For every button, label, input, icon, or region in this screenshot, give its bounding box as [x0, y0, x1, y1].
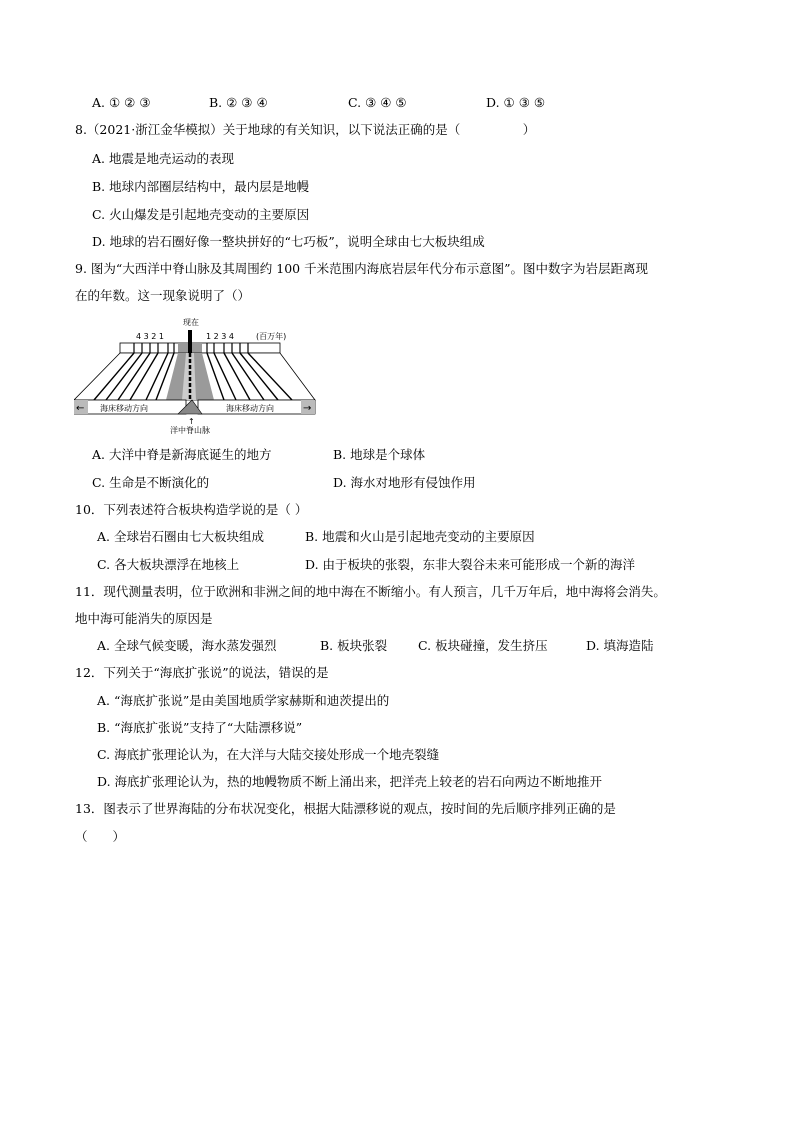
figure-left-ages: 4 3 2 1: [136, 332, 164, 341]
q7-option-d: D. ① ③ ⑤: [486, 95, 546, 110]
figure-right-ages: 1 2 3 4: [206, 332, 234, 341]
q11-option-c: C. 板块碰撞，发生挤压: [418, 638, 548, 653]
q9-option-d: D. 海水对地形有侵蚀作用: [333, 475, 476, 490]
q12-option-d: D. 海底扩张理论认为，热的地幔物质不断上涌出来，把洋壳上较老的岩石向两边不断地推开: [97, 774, 603, 789]
q9-option-b: B. 地球是个球体: [333, 447, 426, 462]
q13-blank: （ ）: [75, 829, 126, 844]
figure-now-label: 现在: [183, 318, 199, 327]
q10-option-c: C. 各大板块漂浮在地核上: [97, 557, 240, 572]
q9-stem-line1: 9. 图为“大西洋中脊山脉及其周围约 100 千米范围内海底岩层年代分布示意图”。图中数字为岩层距离现: [75, 261, 648, 276]
q8-option-c: C. 火山爆发是引起地壳变动的主要原因: [92, 207, 310, 222]
figure-left-move: 海床移动方向: [100, 404, 148, 413]
figure-right-move: 海床移动方向: [226, 404, 274, 413]
q12-option-b: B. “海底扩张说”支持了“大陆漂移说”: [97, 720, 303, 735]
q11-stem-line1: 11．现代测量表明，位于欧洲和非洲之间的地中海在不断缩小。有人预言，几千万年后，地中海将会消失。: [75, 584, 666, 599]
q7-option-c: C. ③ ④ ⑤: [348, 95, 407, 110]
q11-stem-line2: 地中海可能消失的原因是: [75, 611, 213, 626]
q10-option-a: A. 全球岩石圈由七大板块组成: [97, 529, 264, 544]
q9-option-a: A. 大洋中脊是新海底诞生的地方: [92, 447, 272, 462]
q8-option-d: D. 地球的岩石圈好像一整块拼好的“七巧板”，说明全球由七大板块组成: [92, 234, 485, 249]
q9-option-c: C. 生命是不断演化的: [92, 475, 210, 490]
q8-option-a: A. 地震是地壳运动的表现: [92, 151, 234, 166]
q10-option-b: B. 地震和火山是引起地壳变动的主要原因: [305, 529, 535, 544]
q12-option-a: A. “海底扩张说”是由美国地质学家赫斯和迪茨提出的: [97, 693, 390, 708]
right-arrow-icon: →: [303, 403, 312, 414]
q8-stem: 8.（2021·浙江金华模拟）关于地球的有关知识，以下说法正确的是（ ）: [75, 122, 536, 137]
q12-option-c: C. 海底扩张理论认为，在大洋与大陆交接处形成一个地壳裂缝: [97, 747, 440, 762]
q12-stem: 12．下列关于“海底扩张说”的说法，错误的是: [75, 665, 329, 680]
q11-option-a: A. 全球气候变暖，海水蒸发强烈: [97, 638, 277, 653]
figure-unit: (百万年): [256, 332, 287, 341]
q10-stem: 10．下列表述符合板块构造学说的是（ ）: [75, 502, 308, 517]
q8-option-b: B. 地球内部圈层结构中，最内层是地幔: [92, 179, 310, 194]
q11-option-d: D. 填海造陆: [586, 638, 654, 653]
up-arrow-icon: ↑: [188, 417, 195, 426]
figure-ridge-label: 洋中脊山脉: [170, 426, 210, 435]
q13-stem: 13．图表示了世界海陆的分布状况变化，根据大陆漂移说的观点，按时间的先后顺序排列正确的是: [75, 801, 616, 816]
q11-option-b: B. 板块张裂: [320, 638, 388, 653]
q10-option-d: D. 由于板块的张裂，东非大裂谷未来可能形成一个新的海洋: [305, 557, 636, 572]
q9-stem-line2: 在的年数。这一现象说明了（）: [75, 288, 251, 303]
q7-option-b: B. ② ③ ④: [209, 95, 268, 110]
seafloor-age-diagram: [74, 318, 324, 436]
q7-option-a: A. ① ② ③: [92, 95, 151, 110]
left-arrow-icon: ←: [76, 403, 85, 414]
